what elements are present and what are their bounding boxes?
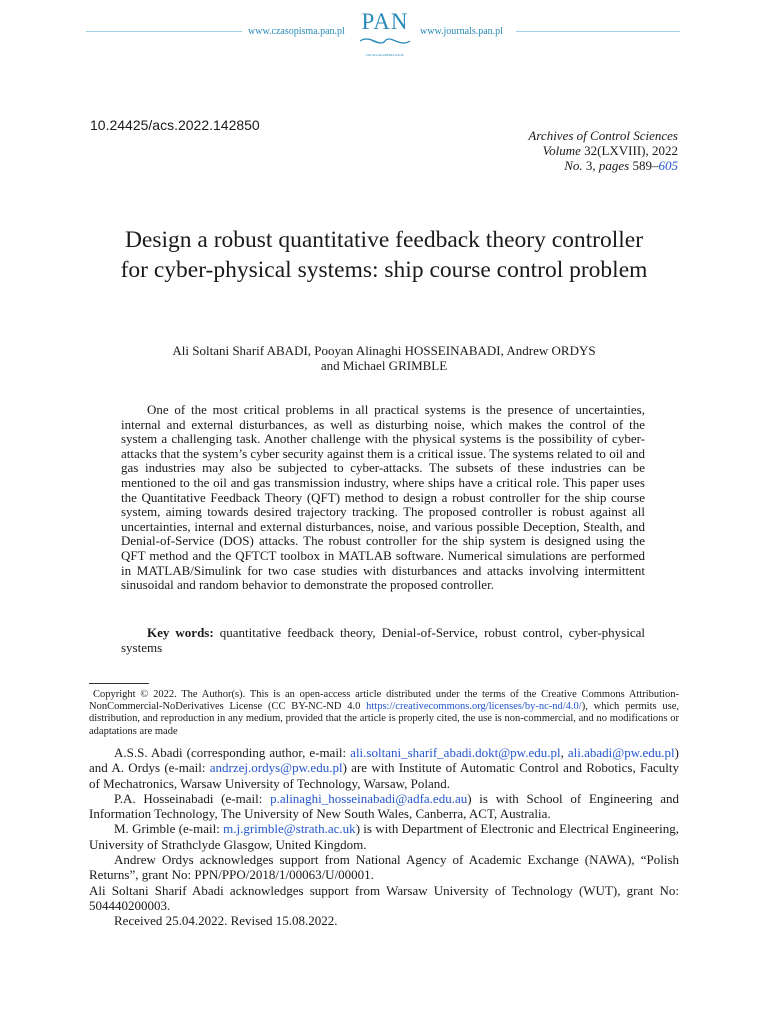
email-link-ordys[interactable]: andrzej.ordys@pw.edu.pl (209, 760, 343, 776)
authors-line-1: Ali Soltani Sharif ABADI, Pooyan Alinaghi HOSSEINABADI, Andrew ORDYS (172, 343, 596, 358)
footnote-wut-grant: Ali Soltani Sharif Abadi acknowledges support from Warsaw University of Technology (WUT), grant No: 504440200003. (89, 882, 679, 913)
pan-logo-text: PAN (361, 9, 409, 34)
header-rule-left (86, 31, 242, 32)
author-footnotes (89, 745, 679, 929)
footnote-grimble: M. Grimble (e-mail: m.j.grimble@strath.ac.uk) is with Department of Electronic and Electrical Engineering, University of Strathclyde Glasgow, United Kingdom. (89, 821, 679, 852)
keywords (121, 626, 645, 655)
journal-info (528, 128, 678, 173)
footnote-nawa-grant: Andrew Ordys acknowledges support from National Agency of Academic Exchange (NAWA), “Polish Returns”, grant No: PPN/PPO/2018/1/00063/U/00001. (89, 852, 679, 883)
authors-line-2: and Michael GRIMBLE (320, 358, 448, 373)
journal-volume: Volume 32(LXVIII), 2022 (542, 143, 678, 158)
email-link-hosseinabadi[interactable]: p.alinaghi_hosseinabadi@adfa.edu.au (270, 790, 468, 806)
footnote-received-dates: Received 25.04.2022. Revised 15.08.2022. (114, 913, 338, 929)
pan-logo-subtext: POLSKA AKADEMIA NAUK (366, 53, 404, 57)
author-list (120, 343, 648, 373)
pan-logo-swirl-icon (356, 34, 414, 48)
footnote-abadi-ordys: A.S.S. Abadi (corresponding author, e-mail: ali.soltani_sharif_abadi.dokt@pw.edu.pl, ali.abadi@pw.edu.pl) and A. Ordys (e-mail: andrzej.ordys@pw.edu.pl) are with Institute of Automatic Control and Robotics, Faculty of Mechatronics, Warsaw University of Technology, Warsaw, Poland. (89, 745, 679, 791)
header-link-czasopisma[interactable]: www.czasopisma.pan.pl (248, 26, 345, 37)
email-link-abadi-2[interactable]: ali.abadi@pw.edu.pl (567, 745, 675, 760)
email-link-grimble[interactable]: m.j.grimble@strath.ac.uk (223, 821, 356, 837)
keywords-text: quantitative feedback theory, Denial-of-Service, robust control, cyber-physical systems (121, 625, 645, 655)
copyright-notice: Copyright © 2022. The Author(s). This is an open-access article distributed under the terms of the Creative Commons Attribution-NonCommercial-NoDerivatives License (CC BY-NC-ND 4.0 https://creativecommons.org/licenses/by-nc-nd/4.0/), which permits use, distribution, and reproduction in any medium, provided that the article is properly cited, the use is non-commercial, and no modifications or adaptations are made (89, 689, 679, 737)
footnote-hosseinabadi: P.A. Hosseinabadi (e-mail: p.alinaghi_hosseinabadi@adfa.edu.au) is with School of Engineering and Information Technology, The University of New South Wales, Canberra, ACT, Australia. (89, 790, 679, 822)
last-page-link[interactable]: 605 (658, 158, 678, 173)
pan-logo (356, 10, 414, 56)
header-rule-right (516, 31, 680, 32)
license-link[interactable]: https://creativecommons.org/licenses/by-nc-nd/4.0/ (366, 701, 582, 713)
abstract: One of the most critical problems in all practical systems is the presence of uncertainties, internal and external disturbances, as well as disturbing noise, which makes the control of the system a challenging task. Another challenge with the physical systems is the possibility of cyber-attacks that the system’s cyber security against them is a critical issue. The systems related to oil and gas industries may also be subjected to cyber-attacks. The subsets of these industries can be mentioned to the oil and gas transmission industry, where ships have a critical role. This paper uses the Quantitative Feedback Theory (QFT) method to design a robust controller for the ship course system, aiming towards desired trajectory tracking. The proposed controller is robust against all uncertainties, internal and external disturbances, noise, and various possible Deception, Stealth, and Denial-of-Service (DOS) attacks. The robust controller for the ship system is designed using the QFT method and the QFTCT toolbox in MATLAB software. Numerical simulations are performed in MATLAB/Simulink for two case studies with disturbances and attacks involving intermittent sinusoidal and random behavior to demonstrate the proposed controller. (121, 402, 645, 593)
journal-issue-pages: No. 3, pages 589–605 (564, 158, 678, 173)
email-link-abadi-1[interactable]: ali.soltani_sharif_abadi.dokt@pw.edu.pl (350, 745, 561, 760)
header-link-journals[interactable]: www.journals.pan.pl (420, 26, 503, 37)
keywords-label: Key words: (147, 625, 214, 640)
footnote-rule (89, 683, 149, 684)
title-line-1: Design a robust quantitative feedback theory controller (124, 227, 644, 253)
doi: 10.24425/acs.2022.142850 (90, 117, 260, 133)
paper-title (60, 225, 708, 285)
title-line-2: for cyber-physical systems: ship course control problem (120, 257, 648, 283)
journal-name: Archives of Control Sciences (528, 128, 678, 143)
